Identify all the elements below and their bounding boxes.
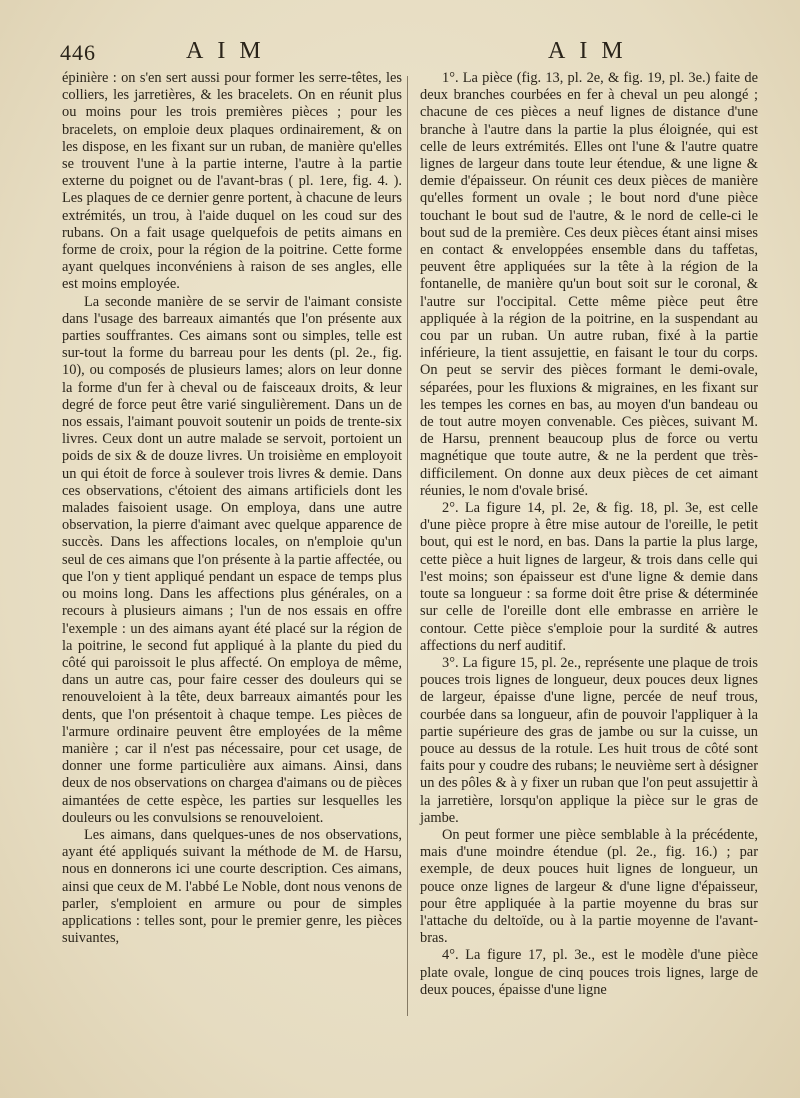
paragraph: épinière : on s'en sert aussi pour former les serre-têtes, les colliers, les jarretières, & les bracelets. On en réunit plus ou moins pour les trois premières pièces ; pour les bracelets, on emploie deux plaques ordinairement, & on les dispose, en les fixant sur un ruban, de manière qu'elles se trouvent l'une à la partie interne, l'autre à la partie externe du poignet ou de l'avant-bras ( pl. 1ere, fig. 4. ). Les plaques de ce dernier genre portent, à chacune de leurs extrémités, un trou, à l'aide duquel on les coud sur des rubans. On a fait usage quelquefois de petits aimans en forme de croix, pour la région de la poitrine. Cette forme ayant quelques inconvéniens à raison de ses angles, elle est moins employée. (62, 70, 402, 293)
paragraph: 2°. La figure 14, pl. 2e, & fig. 18, pl. 3e, est celle d'une pièce propre à être mise autour de l'oreille, le petit bout, qui est le nord, en bas. Dans la partie la plus large, cette pièce a huit lignes de largeur, & trois dans celle qui l'est moins; son épaisseur est d'une ligne & demie dans toute sa longueur : sa forme doit être prise & déterminée sur celle de l'oreille dont elle embrasse en arrière le contour. Cette pièce s'emploie pour la surdité & autres affections du nerf auditif. (420, 500, 758, 654)
right-running-title: AIM (548, 38, 637, 64)
paragraph: Les aimans, dans quelques-unes de nos observations, ayant été appliqués suivant la méthode de M. de Harsu, nous en donnerons ici une courte description. Ces aimans, ainsi que ceux de M. l'abbé Le Noble, dont nous venons de parler, s'emploient en armure ou pour de simples applications : telles sont, pour le premier genre, les pièces suivantes, (62, 826, 402, 947)
right-column (420, 70, 758, 999)
column-divider (407, 76, 408, 1016)
paragraph: 1°. La pièce (fig. 13, pl. 2e, & fig. 19, pl. 3e.) faite de deux branches courbées en fer à cheval un peu alongé ; chacune de ces pièces a neuf lignes de distance d'une branche à l'autre dans la partie la plus éloignée, qui est celle de leurs extrémités. Elles ont l'une & l'autre quatre lignes de largeur dans toute leur étendue, & une ligne & demie d'épaisseur. On réunit ces deux pièces de manière qu'elles forment un ovale ; le bout nord d'une pièce touchant le bout sud de l'autre, & le nord de celle-ci le bout sud de la première. Ces deux pièces étant ainsi mises en contact & enveloppées ensemble dans du taffetas, peuvent être appliquées sur la tête à la région de la fontanelle, de manière qu'un bout soit sur le coronal, & l'autre sur l'occipital. Cette même pièce peut être appliquée à la région de la poitrine, en la suspendant au cou par un ruban. Un autre ruban, fixé à la partie inférieure, la tient assujettie, en faisant le tour du corps. On peut se servir des pièces formant le demi-ovale, séparées, pour les fluxions & migraines, en les fixant sur les tempes les cornes en bas, au moyen d'un bandeau ou de tout autre moyen convenable. Ces pièces, suivant M. de Harsu, prennent beaucoup plus de force ou vertu magnétique que toute autre, & ne la perdent que très-difficilement. On donne aux deux pièces de cet aimant réunies, le nom d'ovale brisé. (420, 70, 758, 499)
paragraph: 4°. La figure 17, pl. 3e., est le modèle d'une pièce plate ovale, longue de cinq pouces trois lignes, large de deux pouces, épaisse d'une ligne (420, 947, 758, 998)
paragraph: On peut former une pièce semblable à la précédente, mais d'une moindre étendue (pl. 2e., fig. 16.) ; par exemple, de deux pouces huit lignes de longueur, un pouce onze lignes de largeur & d'une ligne d'épaisseur, pour être appliquée à la partie moyenne du bras sur l'attache du deltoïde, ou à la partie moyenne de l'avant-bras. (420, 826, 758, 947)
left-column (62, 70, 402, 947)
page-number: 446 (60, 40, 96, 65)
paragraph: 3°. La figure 15, pl. 2e., représente une plaque de trois pouces trois lignes de longueur, deux pouces deux lignes de largeur, épaisse d'une ligne, percée de neuf trous, courbée dans sa longueur, afin de pouvoir l'appliquer à la partie supérieure des gras de jambe ou sur la cuisse, un pouce au dessus de la rotule. Les huit trous de côté sont faits pour y coudre des rubans; le neuvième sert à désigner un des pôles & à y fixer un ruban que l'on peut assujettir à la jarretière, lorsqu'on applique la pièce sur le gras de jambe. (420, 654, 758, 826)
paragraph: La seconde manière de se servir de l'aimant consiste dans l'usage des barreaux aimantés que l'on présente aux parties souffrantes. Ces aimans sont ou simples, telle est sur-tout la forme du barreau pour les dents (pl. 2e., fig. 10), ou composés de plusieurs lames; alors on leur donne la forme d'un fer à cheval ou de faisceaux droits, & leur degré de force peut être varié singulièrement. Dans un de nos essais, l'aimant pouvoit soutenir un poids de trente-six livres. Ceux dont un autre malade se servoit, portoient un poids de six & de douze livres. Un troisième en employoit un qui étoit de force à soulever trois livres & demie. Dans ces observations, c'étoient des aimans artificiels dont les malades faisoient usage. On employa, dans une autre observation, la pierre d'aimant avec quelque apparence de succès. Dans les affections locales, on n'emploie qu'un seul de ces aimans que l'on présente à la partie affectée, ou que l'on y tient appliqué pendant un espace de temps plus ou moins long. Dans les affections plus générales, on a recours à plusieurs aimans ; l'un de nos essais en offre l'exemple : un des aimans ayant été placé sur la région de la poitrine, le second fut appliqué à la plante du pied du côté qui paroissoit le plus affecté. On employa de même, dans un autre cas, pour faire cesser des douleurs qui se renouveloient à la tête, deux barreaux aimantés pour les dents, que l'on présentoit à chaque tempe. Les pièces de l'armure ordinaire peuvent être employées de la même manière ; car il n'est pas nécessaire, pour cet usage, de donner une forme particulière aux aimans. Ainsi, dans deux de nos observations on chargea d'aimans ou de pièces aimantées de cette espèce, les parties sur lesquelles les douleurs ou les convulsions se renouveloient. (62, 293, 403, 826)
left-running-title: AIM (186, 38, 275, 64)
